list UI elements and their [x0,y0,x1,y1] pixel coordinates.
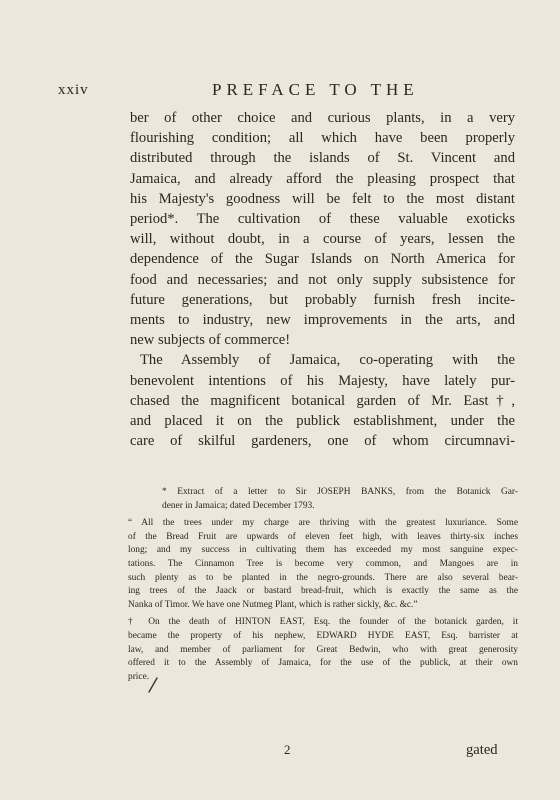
catchword: gated [466,742,498,758]
body-line: ments to industry, new improvements in the arts, and [130,312,515,329]
body-line: care of skilful gardeners, one of whom circumnavi- [130,433,515,450]
footnote-line: law, and member of parliament for Great Bedwin, who with great generosity [128,644,518,655]
body-line: The Assembly of Jamaica, co-operating with the [140,352,515,369]
footnote-line: * Extract of a letter to Sir JOSEPH BANKS, from the Botanick Gar- [162,487,518,497]
running-title: PREFACE TO THE [212,80,419,99]
footnotes [128,486,518,684]
body-line: benevolent intentions of his Majesty, have lately pur- [130,372,515,389]
pen-mark-icon [146,676,160,694]
body-line: his Majesty's goodness will be felt to the most distant [130,190,515,207]
body-line: will, without doubt, in a course of years, lessen the [130,231,515,248]
footnote-line: ing trees of the Jaack or bastard bread-fruit, which is exactly the same as the [128,586,518,597]
signature-mark: 2 [284,742,291,757]
body-line: new subjects of commerce! [130,332,291,349]
page-number: xxiv [58,82,89,98]
footnote-line: “ All the trees under my charge are thriving with the greatest luxuriance. Some [128,518,518,529]
footnote-line: price. [128,671,150,682]
body-line: dependence of the Sugar Islands on North America for [130,251,515,268]
body-line: chased the magnificent botanical garden of Mr. East†, [130,392,515,409]
footnote-line: † On the death of HINTON EAST, Esq. the founder of the botanick garden, it [128,617,518,628]
body-line: flourishing condition; all which have been properly [130,130,515,147]
footnote-line: offered it to the Assembly of Jamaica, for the use of the publick, at their own [128,658,518,669]
body-line: distributed through the islands of St. Vincent and [130,150,515,167]
footnote-line: long; and my success in cultivating them has exceeded my most sanguine expec- [128,545,518,556]
running-head [0,80,560,104]
body-line: and placed it on the publick establishment, under the [130,413,515,430]
footnote-line: Nanka of Timor. We have one Nutmeg Plant, which is rather sickly, &c. &c.” [128,599,418,610]
body-line: period*. The cultivation of these valuable exoticks [130,211,515,228]
body-line: future generations, but probably furnish fresh incite- [130,291,515,308]
footnote-line: tations. The Cinnamon Tree is become very common, and Mangoes are in [128,558,518,569]
body-line: food and necessaries; and not only supply subsistence for [130,271,515,288]
footnote-line: such plenty as to be planted in the negro-grounds. There are also several bear- [128,572,518,583]
footnote-line: of the Bread Fruit are upwards of eleven feet high, with leaves thirty-six inches [128,531,518,542]
body-line: Jamaica, and already afford the pleasing prospect that [130,170,515,187]
footnote-line: dener in Jamaica; dated December 1793. [162,500,315,511]
footnote-line: became the property of his nephew, EDWARD HYDE EAST, Esq. barrister at [128,630,518,641]
body-line: ber of other choice and curious plants, in a very [130,110,515,126]
body-text [130,108,515,451]
